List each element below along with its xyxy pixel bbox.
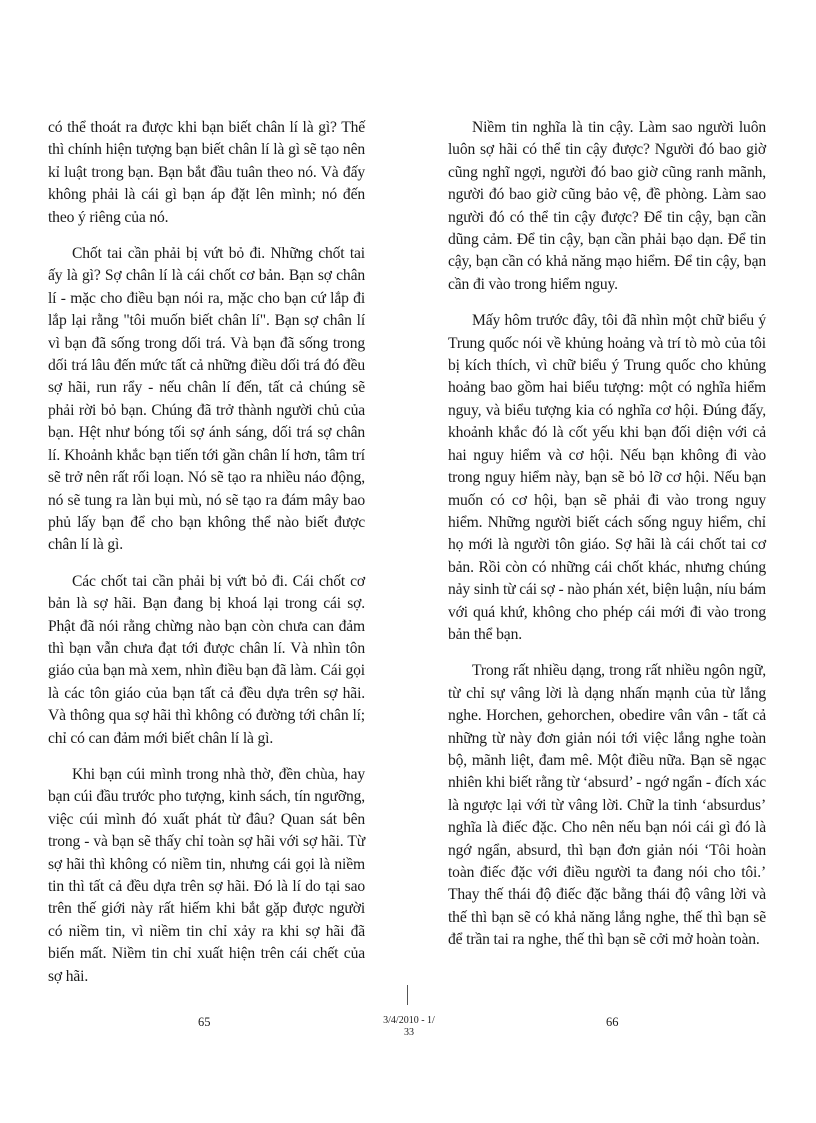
print-stamp: 3/4/2010 - 1/ 33 <box>383 1015 435 1038</box>
right-page-text <box>448 117 766 966</box>
left-paragraph-1: có thể thoát ra được khi bạn biết chân lí là gì? Thế thì chính hiện tượng bạn biết chân lí là gì sẽ tạo nên kỉ luật trong bạn. Bạn bắt đầu tuân theo nó. Và đấy không phải là cái gì bạn áp đặt lên mình; nó đến theo ý riêng của nó. <box>48 119 365 226</box>
left-page-number: 65 <box>198 1015 211 1029</box>
right-paragraph-2: Mấy hôm trước đây, tôi đã nhìn một chữ biểu ý Trung quốc nói về khủng hoảng và trí tò mò của tôi bị kích thích, vì chữ biểu ý Trung quốc cho khủng hoảng bao gồm hai biểu tượng: một có nghĩa hiểm nguy, và biểu tượng kia có nghĩa cơ hội. Đúng đấy, khoảnh khắc đó là cốt yếu khi bạn đối diện với cả hai nguy hiểm và cơ hội. Nếu bạn không đi vào trong nguy hiểm này, bạn sẽ bỏ lỡ cơ hội. Nếu bạn muốn có cơ hội, bạn sẽ phải đi vào trong nguy hiểm. Những người biết cách sống nguy hiểm, chỉ họ mới là người tôn giáo. Sợ hãi là cái chốt tai cơ bản. Rồi còn có những cái chốt khác, nhưng chúng nảy sinh từ cái sợ - nào phán xét, biện luận, níu bám với quá khứ, không cho phép cái mới đi vào trong bản thể bạn. <box>448 312 766 643</box>
left-page-text <box>48 117 365 1002</box>
right-paragraph-1: Niềm tin nghĩa là tin cậy. Làm sao người luôn luôn sợ hãi có thể tin cậy được? Người đó bao giờ cũng nghĩ ngợi, người đó bao giờ cũng ranh mãnh, người đó bao giờ cũng bảo vệ, đề phòng. Làm sao người đó có thể tin cậy được? Để tin cậy, bạn cần dũng cảm. Để tin cậy, bạn cần phải bạo dạn. Để tin cậy, bạn cần có khả năng mạo hiểm. Để tin cậy, bạn cần đi vào trong hiểm nguy. <box>448 119 766 293</box>
left-paragraph-3: Các chốt tai cần phải bị vứt bỏ đi. Cái chốt cơ bản là sợ hãi. Bạn đang bị khoá lại trong cái sợ. Phật đã nói rằng chừng nào bạn còn chưa can đảm thì bạn vẫn chưa đạt tới được chân lí. Và nhìn tôn giáo của bạn mà xem, nhìn điều bạn đã làm. Cái gọi là các tôn giáo của bạn tất cả đều dựa trên sợ hãi. Và thông qua sợ hãi thì không có đường tới chân lí; chỉ có can đảm mới biết chân lí là gì. <box>48 572 365 747</box>
left-paragraph-4: Khi bạn cúi mình trong nhà thờ, đền chùa, hay bạn cúi đầu trước pho tượng, kinh sách, tín ngưỡng, việc cúi mình đó xuất phát từ đâu? Quan sát bên trong - và bạn sẽ thấy chỉ toàn sợ hãi với sợ hãi. Từ sợ hãi thì không có niềm tin, nhưng cái gọi là niềm tin thì tất cả đều dựa trên sợ hãi. Đó là lí do tại sao trên thế giới này rất hiếm khi bắt gặp được người có niềm tin, vì niềm tin chỉ xảy ra khi sợ hãi đã biến mất. Niềm tin chỉ xuất hiện trên cái chết của sợ hãi. <box>48 765 365 985</box>
left-paragraph-2: Chốt tai cần phải bị vứt bỏ đi. Những chốt tai ấy là gì? Sợ chân lí là cái chốt cơ bản. Bạn sợ chân lí - mặc cho điều bạn nói ra, mặc cho bạn cứ lắp đi lắp lại rằng "tôi muốn biết chân lí". Bạn sợ chân lí vì bạn đã sống trong dối trá. Và bạn đã sống trong dối trá lâu đến mức tất cả những điều dối trá đó đều sợ hãi, run rẩy - nếu chân lí đến, tất cả chúng sẽ phải rời bỏ bạn. Chúng đã trở thành người chủ của bạn. Hệt như bóng tối sợ ánh sáng, dối trá sợ chân lí. Khoảnh khắc bạn tiến tới gần chân lí hơn, tâm trí sẽ trở nên rất rối loạn. Nó sẽ tạo ra nhiều náo động, nó sẽ tung ra làn bụi mù, nó sẽ tạo ra đám mây bao phủ lấy bạn để cho bạn không thể nào biết được chân lí là gì. <box>48 245 365 554</box>
center-divider <box>407 985 408 1005</box>
right-page-number: 66 <box>606 1015 619 1029</box>
right-paragraph-3: Trong rất nhiều dạng, trong rất nhiều ngôn ngữ, từ chỉ sự vâng lời là dạng nhấn mạnh của từ lắng nghe. Horchen, gehorchen, obedire vân vân - tất cả những từ này đơn giản nói tới việc lắng nghe toàn bộ, mãnh liệt, đam mê. Một điều nữa. Bạn sẽ ngạc nhiên khi biết rằng từ ‘absurd’ - ngớ ngẩn - đích xác là ngược lại với từ vâng lời. Chữ la tinh ‘absurdus’ nghĩa là điếc đặc. Cho nên nếu bạn nói cái gì đó là ngớ ngẩn, absurd, thì bạn đơn giản nói ‘Tôi hoàn toàn điếc đặc với điều người ta đang nói cho tôi.’ Thay thế thái độ điếc đặc bằng thái độ vâng lời và thế thì bạn sẽ có khả năng lắng nghe, thế thì bạn sẽ để trần tai ra nghe, thế thì bạn sẽ cởi mở hoàn toàn. <box>448 662 766 949</box>
